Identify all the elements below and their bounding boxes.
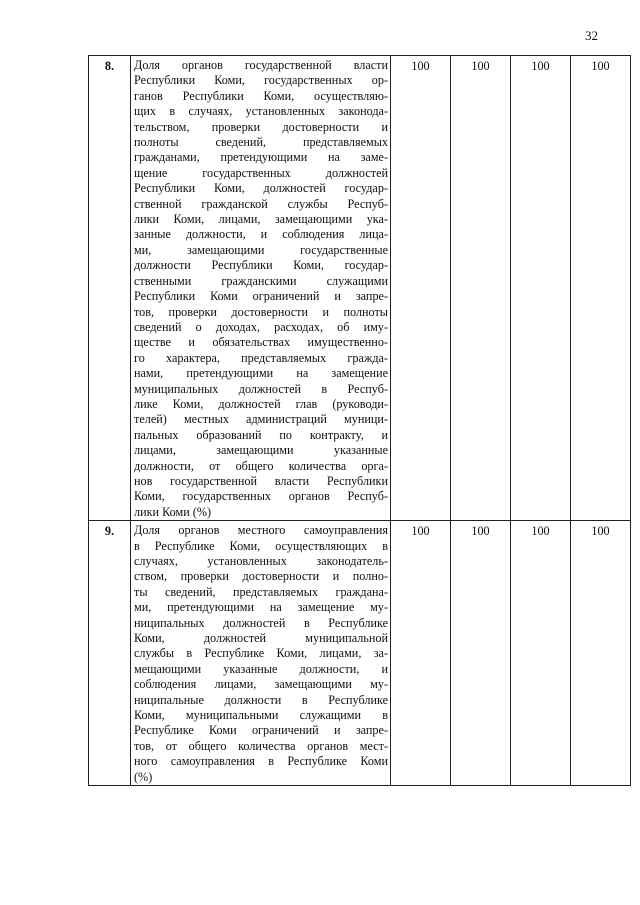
description-line: лицами, замещающими указанные xyxy=(134,443,388,458)
description-line: случаях, установленных законодатель- xyxy=(134,554,388,568)
value-cell: 100 xyxy=(511,521,571,786)
row-number: 9. xyxy=(89,521,131,786)
description-line: го характера, представляемых гражда- xyxy=(134,350,388,365)
description-line: ты сведений, представляемых граждана- xyxy=(134,584,388,599)
description-line: Коми, муниципальными служащими в xyxy=(134,708,388,723)
description-line: Доля органов местного самоуправления xyxy=(134,523,388,538)
value-cell: 100 xyxy=(571,521,631,786)
description-line: лики Коми, лицами, замещающими ука- xyxy=(134,212,388,227)
value-cell: 100 xyxy=(391,56,451,521)
description-line: ного самоуправления в Республике Коми xyxy=(134,754,388,769)
value-cell: 100 xyxy=(451,56,511,521)
description-line: ственными гражданскими служащими xyxy=(134,273,388,288)
indicator-description xyxy=(131,521,391,786)
description-line: лике Коми, должностей глав (руководи- xyxy=(134,396,388,411)
description-line: муниципальных должностей в Респуб- xyxy=(134,381,388,396)
description-line: тов, проверки достоверности и полноты xyxy=(134,304,388,319)
description-line: должности Республики Коми, государ- xyxy=(134,258,388,273)
indicators-table xyxy=(88,55,631,786)
description-line: соблюдения лицами, замещающими му- xyxy=(134,677,388,692)
description-line: ниципальных должностей в Республике xyxy=(134,615,388,630)
description-line: Республике Коми ограничений и запре- xyxy=(134,723,388,738)
description-line: Доля органов государственной власти xyxy=(134,58,388,72)
table-row xyxy=(89,521,631,786)
description-line: службы в Республике Коми, лицами, за- xyxy=(134,646,388,661)
description-line: Коми, должностей муниципальной xyxy=(134,631,388,646)
value-cell: 100 xyxy=(571,56,631,521)
description-line: ми, претендующими на замещение му- xyxy=(134,600,388,615)
value-cell: 100 xyxy=(451,521,511,786)
description-line: щение государственных должностей xyxy=(134,165,388,180)
value-cell: 100 xyxy=(391,521,451,786)
description-line: занные должности, и соблюдения лица- xyxy=(134,227,388,242)
description-line: Республики Коми, государственных ор- xyxy=(134,73,388,88)
row-number: 8. xyxy=(89,56,131,521)
description-line: мещающими указанные должности, и xyxy=(134,661,388,676)
description-line: (%) xyxy=(134,769,153,784)
description-line: телей) местных администраций муници- xyxy=(134,412,388,427)
description-line: ганов Республики Коми, осуществляю- xyxy=(134,88,388,103)
description-line: нов государственной власти Республики xyxy=(134,473,388,488)
value-cell: 100 xyxy=(511,56,571,521)
description-line: Республики Коми ограничений и запре- xyxy=(134,289,388,304)
description-line: должности, от общего количества орга- xyxy=(134,458,388,473)
page-number: 32 xyxy=(585,28,598,43)
description-line: тельством, проверки достоверности и xyxy=(134,119,388,134)
description-line: Республики Коми, должностей государ- xyxy=(134,181,388,196)
description-line: ственной гражданской службы Респуб- xyxy=(134,196,388,211)
description-line: сведений о доходах, расходах, об иму- xyxy=(134,319,388,334)
description-line: полноты сведений, представляемых xyxy=(134,135,388,150)
table-row xyxy=(89,56,631,521)
description-line: пальных образований по контракту, и xyxy=(134,427,388,442)
description-line: лики Коми (%) xyxy=(134,504,212,519)
description-line: Коми, государственных органов Респуб- xyxy=(134,489,388,504)
description-line: тов, от общего количества органов мест- xyxy=(134,738,388,753)
table-body xyxy=(89,56,631,786)
description-line: гражданами, претендующими на заме- xyxy=(134,150,388,165)
description-line: ществе и обязательствах имущественно- xyxy=(134,335,388,350)
description-line: ми, замещающими государственные xyxy=(134,242,388,257)
description-line: ством, проверки достоверности и полно- xyxy=(134,569,388,584)
description-line: в Республике Коми, осуществляющих в xyxy=(134,538,388,553)
description-line: ниципальные должности в Республике xyxy=(134,692,388,707)
indicator-description xyxy=(131,56,391,521)
description-line: щих в случаях, установленных законода- xyxy=(134,104,388,119)
description-line: нами, претендующими на замещение xyxy=(134,366,388,381)
